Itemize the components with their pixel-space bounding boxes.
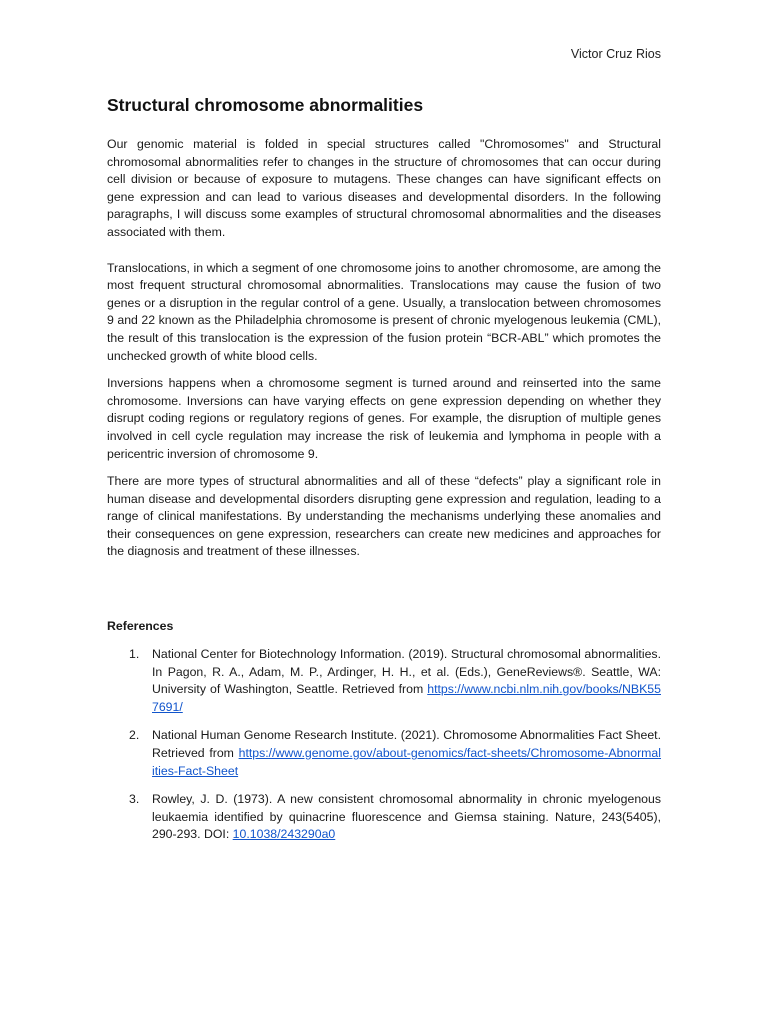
reference-item [107, 646, 661, 716]
reference-item [107, 791, 661, 844]
reference-link[interactable]: https://www.ncbi.nlm.nih.gov/books/NBK557691/ [152, 682, 661, 714]
document-title: Structural chromosome abnormalities [107, 95, 424, 115]
paragraph-introduction: Our genomic material is folded in special structures called "Chromosomes" and Structural chromosomal abnormalities refer to changes in the structure of chromosomes that can occur during cell division or because of exposure to mutagens. These changes can have significant effects on gene expression and can lead to various diseases and developmental disorders. In the following paragraphs, I will discuss some examples of structural chromosomal abnormalities and the diseases associated with them. [107, 137, 661, 239]
reference-number: 1. [129, 647, 140, 661]
paragraph-translocations: Translocations, in which a segment of one chromosome joins to another chromosome, are among the most frequent structural chromosomal abnormalities. Translocations may cause the fusion of two genes or a disruption in the regular control of a gene. Usually, a translocation between chromosomes 9 and 22 known as the Philadelphia chromosome is present of chronic myelogenous leukemia (CML), the result of this translocation is the expression of the fusion protein “BCR-ABL” which promotes the unchecked growth of white blood cells. [107, 260, 661, 363]
paragraph-conclusion: There are more types of structural abnormalities and all of these “defects” play a significant role in human disease and developmental disorders disrupting gene expression and regulation, leading to a range of clinical manifestations. By understanding the mechanisms underlying these anomalies and their consequences on gene expression, researchers can create new medicines and approaches for the diagnosis and treatment of these illnesses. [107, 474, 661, 559]
reference-item [107, 727, 661, 780]
author-name: Victor Cruz Rios [570, 47, 661, 61]
reference-link[interactable]: 10.1038/243290a0 [232, 827, 336, 842]
reference-text: National Center for Biotechnology Information. (2019). Structural chromosomal abnormalities. In Pagon, R. A., Adam, M. P., Ardinger, H. H., et al. (Eds.), GeneReviews®. Seattle, WA: University of Washington, Seattle. Retrieved from [152, 647, 661, 697]
reference-text: National Human Genome Research Institute. (2021). Chromosome Abnormalities Fact Sheet. Retrieved from [152, 728, 661, 760]
paragraph-inversions: Inversions happens when a chromosome segment is turned around and reinserted into the same chromosome. Inversions can have varying effects on gene expression depending on whether they disrupt coding regions or regulatory regions of genes. For example, the disruption of multiple genes involved in cell cycle regulation may increase the risk of leukemia and lymphoma in people with a pericentric inversion of chromosome 9. [107, 376, 661, 461]
reference-number: 3. [129, 792, 140, 807]
references-heading: References [107, 619, 174, 633]
reference-link[interactable]: https://www.genome.gov/about-genomics/fact-sheets/Chromosome-Abnormalities-Fact-Sheet [152, 745, 661, 778]
document-body [107, 136, 661, 561]
reference-number: 2. [129, 728, 140, 743]
reference-text: Rowley, J. D. (1973). A new consistent chromosomal abnormality in chronic myelogenous leukaemia identified by quinacrine fluorescence and Giemsa staining. Nature, 243(5405), 290-293. DOI: [152, 792, 661, 842]
references-list [107, 646, 661, 855]
